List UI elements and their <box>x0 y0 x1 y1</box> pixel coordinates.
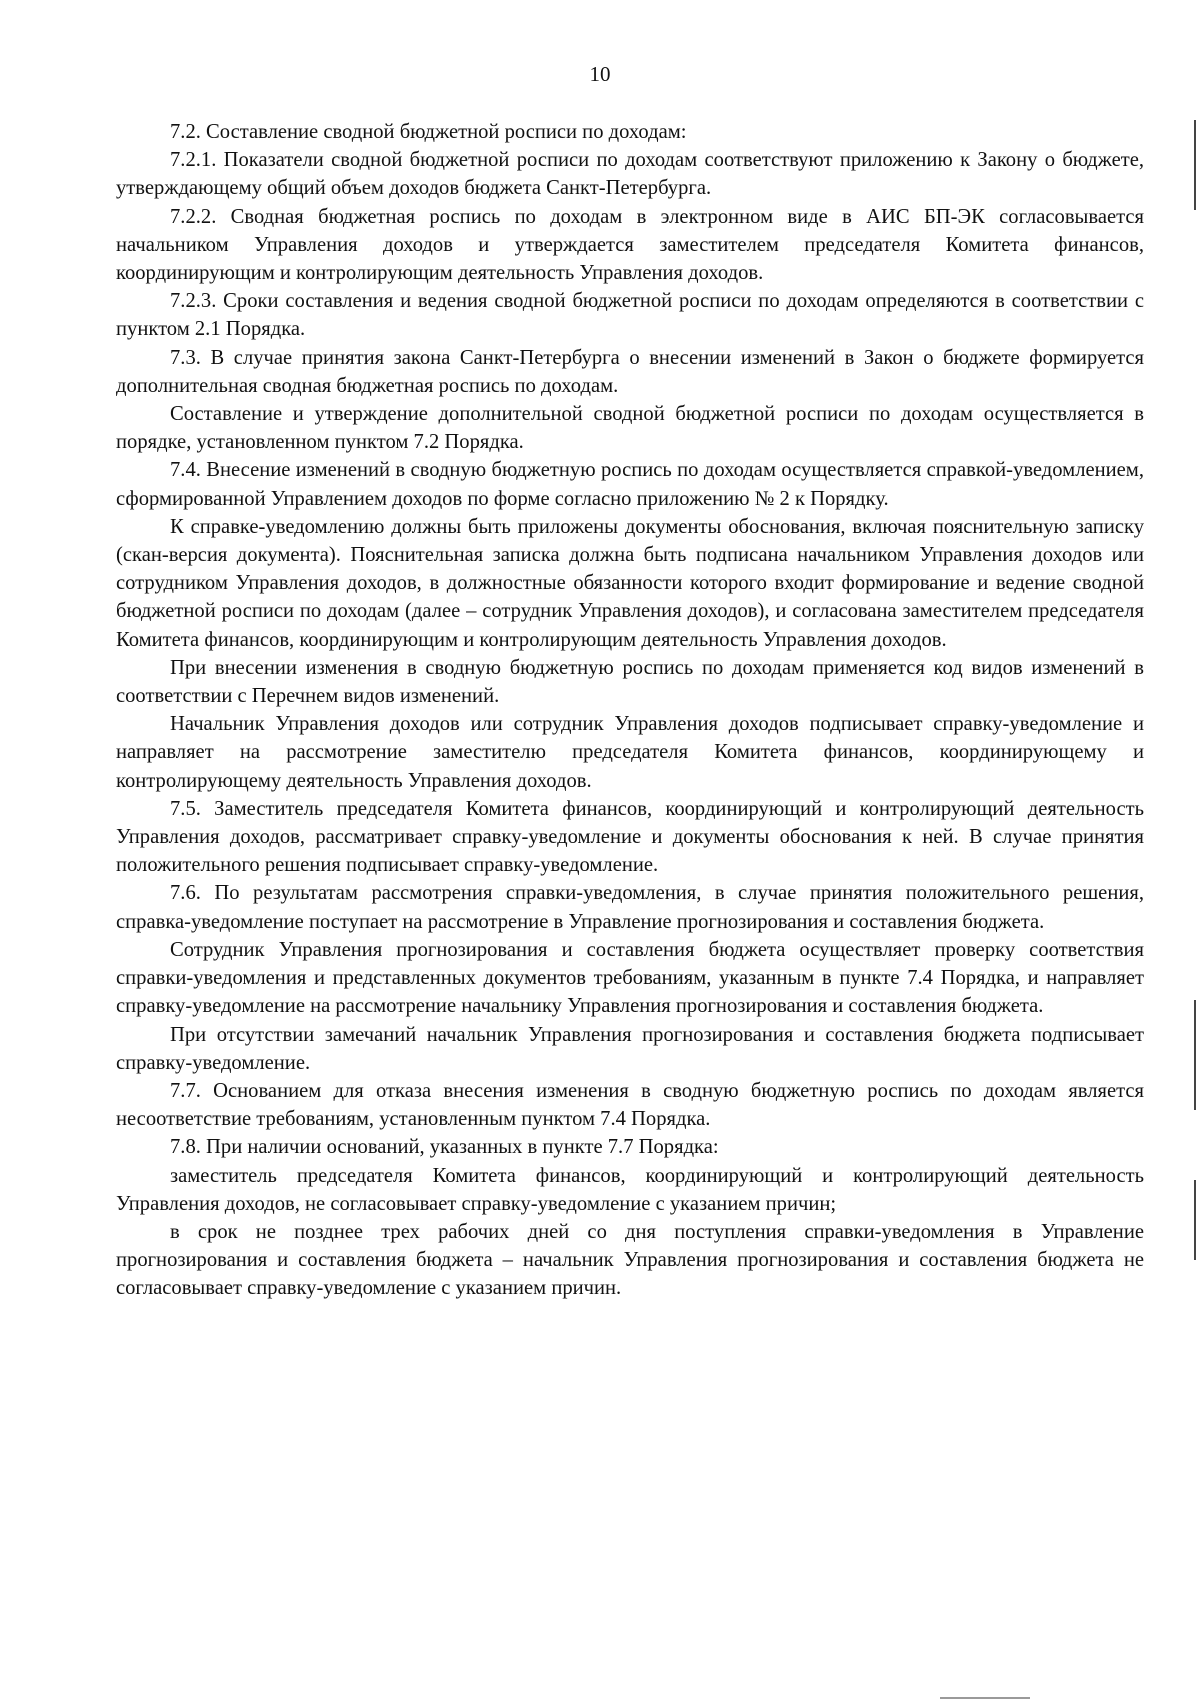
paragraph-7-8-deputy: заместитель председателя Комитета финансов, координирующий и контролирующий деятельность Управления доходов, не согласовывает справку-уведомление с указанием причин; <box>116 1164 1144 1215</box>
paragraph-7-6-approval: При отсутствии замечаний начальник Управления прогнозирования и составления бюджета подписывает справку-уведомление. <box>116 1023 1144 1074</box>
scan-edge-mark <box>1194 1000 1196 1110</box>
paragraph-7-2: 7.2. Составление сводной бюджетной росписи по доходам: <box>170 121 687 143</box>
paragraph-7-8-deadline: в срок не позднее трех рабочих дней со дня поступления справки-уведомления в Управление прогнозирования и составления бюджета – начальник Управления прогнозирования и составления бюджета не согласовывает справку-уведомление с указанием причин. <box>116 1220 1144 1300</box>
paragraph-7-6-check: Сотрудник Управления прогнозирования и составления бюджета осуществляет проверку соответствия справки-уведомления и представленных документов требованиям, указанным в пункте 7.4 Порядка, и направляет справку-уведомление на рассмотрение начальнику Управления прогнозирования и составления бюджета. <box>116 938 1144 1018</box>
page-number: 10 <box>589 62 611 86</box>
paragraph-7-3-additional: Составление и утверждение дополнительной сводной бюджетной росписи по доходам осуществляется в порядке, установленном пунктом 7.2 Порядка. <box>116 403 1144 454</box>
paragraph-7-4-change-code: При внесении изменения в сводную бюджетную роспись по доходам применяется код видов изменений в соответствии с Перечнем видов изменений. <box>116 656 1144 708</box>
paragraph-7-4-signing: Начальник Управления доходов или сотрудник Управления доходов подписывает справку-уведомление и направляет на рассмотрение заместителю председателя Комитета финансов, координирующему и контролирующему деятельность Управления доходов. <box>116 713 1144 792</box>
paragraph-7-2-2: 7.2.2. Сводная бюджетная роспись по доходам в электронном виде в АИС БП-ЭК согласовывается начальником Управления доходов и утверждается заместителем председателя Комитета финансов, координирующим и контролирующим деятельность Управления доходов. <box>116 205 1144 285</box>
paragraph-7-4: 7.4. Внесение изменений в сводную бюджетную роспись по доходам осуществляется справкой-уведомлением, сформированной Управлением доходов по форме согласно приложению № 2 к Порядку. <box>116 459 1144 510</box>
scan-edge-mark <box>1194 1180 1196 1260</box>
scan-edge-mark <box>1194 120 1196 210</box>
paragraph-7-8: 7.8. При наличии оснований, указанных в пункте 7.7 Порядка: <box>170 1136 719 1159</box>
paragraph-7-7: 7.7. Основанием для отказа внесения изменения в сводную бюджетную роспись по доходам является несоответствие требованиям, установленным пунктом 7.4 Порядка. <box>116 1079 1144 1131</box>
paragraph-7-2-1: 7.2.1. Показатели сводной бюджетной росписи по доходам соответствуют приложению к Закону о бюджете, утверждающему общий объем доходов бюджета Санкт-Петербурга. <box>116 149 1144 200</box>
document-body <box>116 118 1144 1303</box>
paragraph-7-2-3: 7.2.3. Сроки составления и ведения сводной бюджетной росписи по доходам определяются в соответствии с пунктом 2.1 Порядка. <box>116 290 1144 341</box>
paragraph-7-5: 7.5. Заместитель председателя Комитета финансов, координирующий и контролирующий деятельность Управления доходов, рассматривает справку-уведомление и документы обоснования к ней. В случае принятия положительного решения подписывает справку-уведомление. <box>116 797 1144 877</box>
paragraph-7-4-documents: К справке-уведомлению должны быть приложены документы обоснования, включая пояснительную записку (скан-версия документа). Пояснительная записка должна быть подписана начальником Управления доходов или сотрудником Управления доходов, в должностные обязанности которого входит формирование и ведение сводной бюджетной росписи по доходам (далее – сотрудник Управления доходов), и согласована заместителем председателя Комитета финансов, координирующим и контролирующим деятельность Управления доходов. <box>116 515 1144 651</box>
paragraph-7-6: 7.6. По результатам рассмотрения справки-уведомления, в случае принятия положительного решения, справка-уведомление поступает на рассмотрение в Управление прогнозирования и составления бюджета. <box>116 882 1144 933</box>
scan-artifact <box>940 1697 1030 1699</box>
paragraph-7-3: 7.3. В случае принятия закона Санкт-Петербурга о внесении изменений в Закон о бюджете формируется дополнительная сводная бюджетная роспись по доходам. <box>116 346 1144 397</box>
